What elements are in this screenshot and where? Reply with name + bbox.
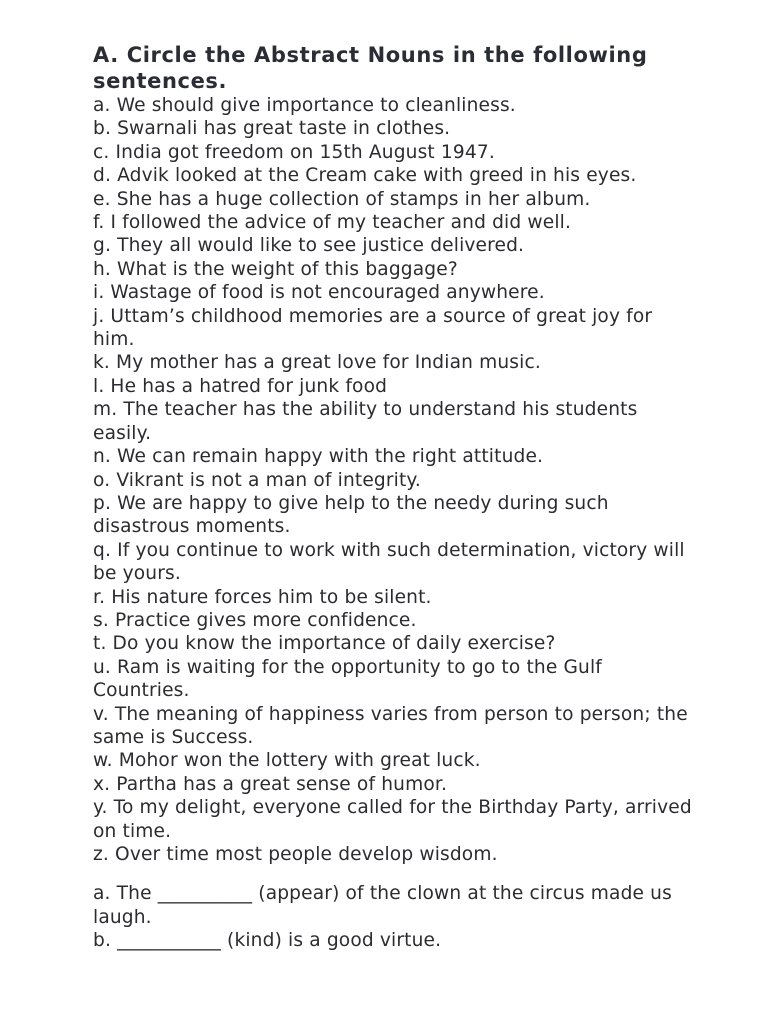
sentence-r: r. His nature forces him to be silent. bbox=[93, 586, 432, 608]
sentence-z: z. Over time most people develop wisdom. bbox=[93, 844, 498, 865]
sentence-k: k. My mother has a great love for Indian music. bbox=[93, 352, 541, 374]
sentence-d: d. Advik looked at the Cream cake with greed in his eyes. bbox=[93, 165, 637, 187]
sentence-a: a. We should give importance to cleanliness. bbox=[93, 95, 516, 116]
sentence-i: i. Wastage of food is not encouraged anywhere. bbox=[93, 282, 545, 304]
sentence-w: w. Mohor won the lottery with great luck. bbox=[93, 750, 481, 772]
abstract-noun-sentence-list bbox=[93, 94, 693, 866]
worksheet-page bbox=[93, 42, 693, 953]
sentence-f: f. I followed the advice of my teacher and did well. bbox=[93, 212, 572, 234]
fill-blank-item-a: a. The __________ (appear) of the clown at the circus made us laugh. bbox=[93, 883, 672, 928]
sentence-u: u. Ram is waiting for the opportunity to go to the Gulf Countries. bbox=[93, 656, 602, 702]
fill-blank-item-b: b. ___________ (kind) is a good virtue. bbox=[93, 930, 442, 952]
sentence-s: s. Practice gives more confidence. bbox=[93, 609, 417, 631]
sentence-t: t. Do you know the importance of daily exercise? bbox=[93, 633, 556, 655]
sentence-m: m. The teacher has the ability to understand his students easily. bbox=[93, 399, 638, 444]
sentence-n: n. We can remain happy with the right attitude. bbox=[93, 446, 544, 468]
sentence-b: b. Swarnali has great taste in clothes. bbox=[93, 118, 451, 140]
sentence-g: g. They all would like to see justice delivered. bbox=[93, 235, 525, 257]
sentence-j: j. Uttam’s childhood memories are a source of great joy for him. bbox=[93, 305, 653, 351]
sentence-x: x. Partha has a great sense of humor. bbox=[93, 773, 448, 795]
sentence-y: y. To my delight, everyone called for the Birthday Party, arrived on time. bbox=[93, 797, 692, 842]
sentence-c: c. India got freedom on 15th August 1947. bbox=[93, 141, 495, 163]
sentence-e: e. She has a huge collection of stamps in her album. bbox=[93, 188, 591, 210]
sentence-o: o. Vikrant is not a man of integrity. bbox=[93, 469, 421, 491]
sentence-v: v. The meaning of happiness varies from person to person; the same is Success. bbox=[93, 703, 688, 748]
sentence-q: q. If you continue to work with such determination, victory will be yours. bbox=[93, 539, 685, 585]
fill-in-the-blank-list bbox=[93, 882, 693, 952]
sentence-h: h. What is the weight of this baggage? bbox=[93, 258, 458, 280]
sentence-p: p. We are happy to give help to the needy during such disastrous moments. bbox=[93, 492, 609, 538]
sentence-l: l. He has a hatred for junk food bbox=[93, 375, 388, 397]
section-a-heading: A. Circle the Abstract Nouns in the following sentences. bbox=[93, 43, 648, 93]
